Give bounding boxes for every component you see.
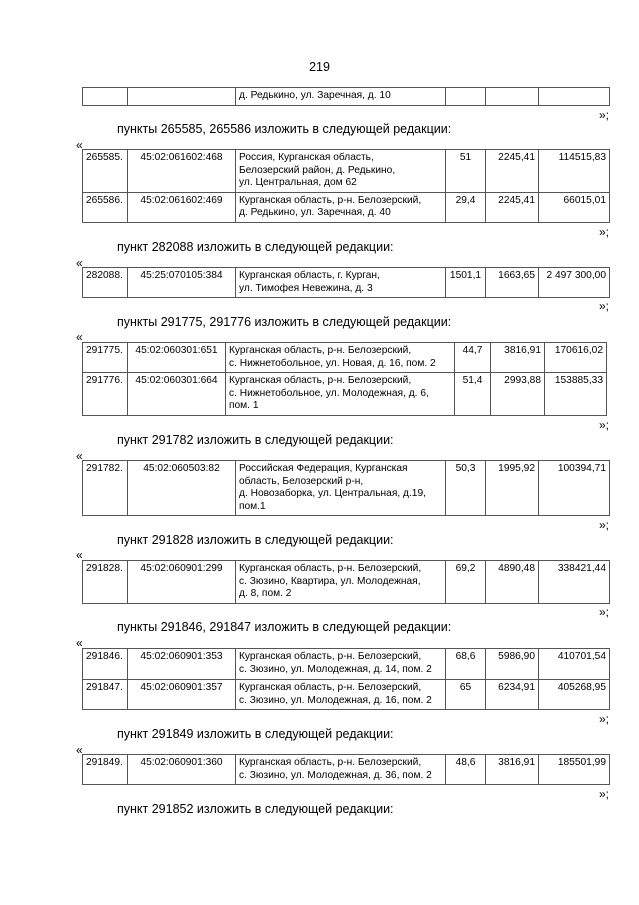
cell-cadastral: 45:02:060901:360 [128, 755, 236, 785]
cell-area: 29,4 [446, 192, 486, 222]
cell-num: 291847. [83, 680, 128, 710]
cell-area: 65 [446, 680, 486, 710]
address-line: пом. 1 [229, 400, 259, 411]
address-line: Белозерский район, д. Редькино, [239, 164, 396, 176]
table-row [83, 755, 610, 785]
registry-table [82, 754, 610, 785]
cell-value: 114515,83 [539, 150, 610, 193]
cell-num: 265586. [83, 192, 128, 222]
table-row [83, 461, 610, 516]
open-quote: « [76, 743, 83, 757]
address-line: д. Редькино, ул. Заречная, д. 40 [239, 207, 391, 218]
address-line: с. Зюзино, ул. Молодежная, д. 14, пом. 2 [239, 663, 432, 675]
cell-cadastral: 45:02:060301:664 [128, 373, 226, 416]
cell-cadastral: 45:02:061602:468 [128, 150, 236, 193]
registry-table [82, 149, 610, 223]
instruction-text: пункты 291846, 291847 изложить в следующей редакции: [117, 620, 452, 634]
cell-price: 2993,88 [491, 373, 545, 416]
cell-address [236, 649, 446, 680]
cell-address [236, 150, 446, 193]
address-line: Курганская область, г. Курган, [239, 270, 380, 281]
cell-cadastral: 45:02:060901:353 [128, 649, 236, 680]
cell-price: 1663,65 [486, 268, 539, 298]
table-row [83, 373, 607, 416]
cell-address [236, 755, 446, 785]
registry-table [82, 460, 610, 516]
cell-num [83, 88, 128, 106]
cell-price: 3816,91 [491, 343, 545, 373]
cell-area: 44,7 [455, 343, 491, 373]
address-line: Российская Федерация, Курганская [239, 463, 408, 474]
registry-table [82, 267, 610, 298]
instruction-text: пункт 291852 изложить в следующей редакции: [117, 802, 394, 816]
cell-address [236, 561, 446, 604]
address-line: Курганская область, р-н. Белозерский, [239, 757, 422, 768]
cell-value: 100394,71 [539, 461, 610, 516]
open-quote: « [76, 548, 83, 562]
cell-price: 4890,48 [486, 561, 539, 604]
close-quote: »; [598, 418, 609, 432]
continuation-table [82, 87, 610, 106]
cell-cadastral: 45:02:060301:651 [128, 343, 226, 373]
address-line: Россия, Курганская область, [239, 152, 374, 163]
address-line: Курганская область, р-н. Белозерский, [239, 651, 422, 662]
cell-cadastral [128, 88, 236, 106]
cell-num: 291775. [83, 343, 128, 373]
close-quote: »; [598, 787, 609, 801]
cell-value: 185501,99 [539, 755, 610, 785]
open-quote: « [76, 138, 83, 152]
table-row [83, 561, 610, 604]
open-quote: « [76, 636, 83, 650]
cell-value: 66015,01 [539, 192, 610, 222]
registry-table [82, 342, 607, 416]
close-quote: »; [598, 225, 609, 239]
close-quote: »; [598, 108, 609, 122]
cell-address [236, 192, 446, 222]
cell-value: 2 497 300,00 [539, 268, 610, 298]
open-quote: « [76, 256, 83, 270]
cell-value [539, 88, 610, 106]
close-quote: »; [598, 605, 609, 619]
cell-area: 51,4 [455, 373, 491, 416]
cell-value: 410701,54 [539, 649, 610, 680]
address-line: ул. Тимофея Невежина, д. 3 [239, 282, 373, 294]
cell-num: 291849. [83, 755, 128, 785]
cell-num: 282088. [83, 268, 128, 298]
table-row [83, 192, 610, 222]
cell-price: 2245,41 [486, 150, 539, 193]
table-row [83, 649, 610, 680]
cell-price: 1995,92 [486, 461, 539, 516]
cell-price: 3816,91 [486, 755, 539, 785]
address-line: с. Зюзино, ул. Молодежная, д. 36, пом. 2 [239, 769, 432, 781]
cell-num: 265585. [83, 150, 128, 193]
page-number: 219 [309, 60, 330, 74]
instruction-text: пункт 291828 изложить в следующей редакции: [117, 533, 394, 547]
table-row [83, 680, 610, 710]
instruction-text: пункт 282088 изложить в следующей редакции: [117, 240, 394, 254]
address-line: Курганская область, р-н. Белозерский, [239, 682, 422, 693]
close-quote: »; [598, 299, 609, 313]
cell-address [236, 680, 446, 710]
cell-area: 50,3 [446, 461, 486, 516]
cell-area: 69,2 [446, 561, 486, 604]
open-quote: « [76, 330, 83, 344]
cell-area: 51 [446, 150, 486, 193]
cell-area: 1501,1 [446, 268, 486, 298]
cell-price: 5986,90 [486, 649, 539, 680]
table-row [83, 150, 610, 193]
address-line: Курганская область, р-н. Белозерский, [229, 345, 412, 356]
cell-num: 291828. [83, 561, 128, 604]
cell-area: 68,6 [446, 649, 486, 680]
cell-area [446, 88, 486, 106]
cell-address [226, 343, 455, 373]
cell-cadastral: 45:02:060901:357 [128, 680, 236, 710]
cell-value: 153885,33 [545, 373, 607, 416]
cell-cadastral: 45:02:060503:82 [128, 461, 236, 516]
cell-num: 291776. [83, 373, 128, 416]
cell-address: д. Редькино, ул. Заречная, д. 10 [236, 88, 446, 106]
table-row [83, 343, 607, 373]
instruction-text: пункты 291775, 291776 изложить в следующей редакции: [117, 315, 452, 329]
cell-address [236, 461, 446, 516]
address-line: Курганская область, р-н. Белозерский, [239, 563, 422, 574]
cell-value: 405268,95 [539, 680, 610, 710]
cell-area: 48,6 [446, 755, 486, 785]
close-quote: »; [598, 518, 609, 532]
instruction-text: пункт 291782 изложить в следующей редакции: [117, 433, 394, 447]
address-line: Курганская область, р-н. Белозерский, [229, 375, 412, 386]
address-line: Курганская область, р-н. Белозерский, [239, 194, 422, 206]
address-line: д. Новозаборка, ул. Центральная, д.19, [239, 488, 426, 499]
cell-num: 291846. [83, 649, 128, 680]
cell-value: 170616,02 [545, 343, 607, 373]
cell-address [236, 268, 446, 298]
address-line: пом.1 [239, 500, 266, 512]
registry-table [82, 560, 610, 604]
address-line: область, Белозерский р-н, [239, 475, 364, 487]
cell-cadastral: 45:25:070105:384 [128, 268, 236, 298]
address-line: с. Нижнетобольное, ул. Молодежная, д. 6, [229, 387, 429, 399]
address-line: с. Зюзино, Квартира, ул. Молодежная, [239, 575, 421, 587]
cell-value: 338421,44 [539, 561, 610, 604]
address-line: с. Зюзино, ул. Молодежная, д. 16, пом. 2 [239, 694, 432, 706]
open-quote: « [76, 449, 83, 463]
cell-price: 6234,91 [486, 680, 539, 710]
cell-price [486, 88, 539, 106]
address-line: д. 8, пом. 2 [239, 588, 292, 599]
close-quote: »; [598, 712, 609, 726]
address-line: ул. Центральная, дом 62 [239, 177, 357, 188]
registry-table [82, 648, 610, 710]
cell-num: 291782. [83, 461, 128, 516]
table-row [83, 88, 610, 106]
cell-cadastral: 45:02:061602:469 [128, 192, 236, 222]
instruction-text: пункты 265585, 265586 изложить в следующей редакции: [117, 122, 452, 136]
address-line: с. Нижнетобольное, ул. Новая, д. 16, пом. 2 [229, 357, 436, 369]
cell-price: 2245,41 [486, 192, 539, 222]
cell-address [226, 373, 455, 416]
instruction-text: пункт 291849 изложить в следующей редакции: [117, 727, 394, 741]
table-row [83, 268, 610, 298]
cell-cadastral: 45:02:060901:299 [128, 561, 236, 604]
